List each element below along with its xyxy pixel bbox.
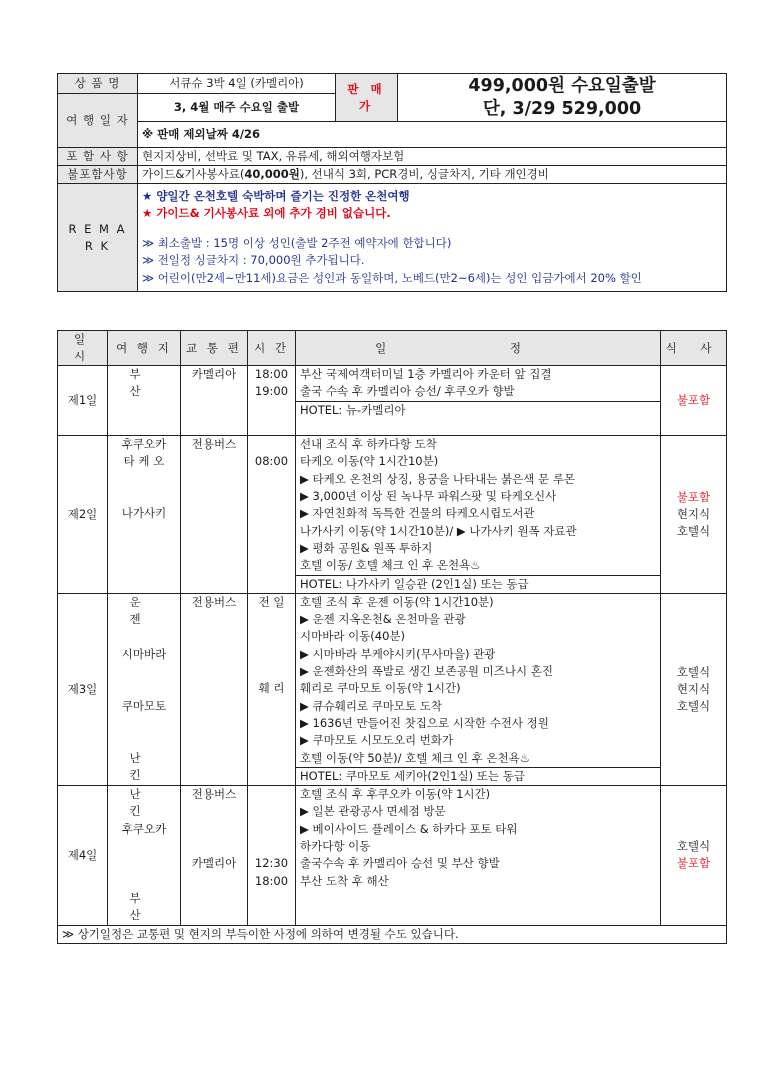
remark-line-1: ★ 양일간 온천호텔 숙박하며 즐기는 진정한 온천여행 [142,188,410,203]
product-label: 상 품 명 [58,74,138,94]
day-meals [661,436,727,594]
day-places [108,786,181,925]
meal: 불포함 [676,856,711,871]
transport: 전용버스 [191,437,237,452]
schedule-line: ▶ 큐슈훼리로 쿠마모토 도착 [300,698,443,713]
remark-label: R E M A R K [58,184,138,292]
time: 08:00 [254,454,289,469]
transport: 전용버스 [191,594,237,609]
day-schedule [296,436,661,594]
col-date: 일 시 [58,331,108,366]
day-label: 제4일 [58,786,108,925]
day-schedule [296,786,661,925]
schedule-line: 시마바라 이동(40분) [300,629,406,644]
schedule-line: 출국 수속 후 카멜리아 승선/ 후쿠오카 향발 [300,384,515,399]
product-value: 서큐슈 3박 4일 (카멜리아) [138,74,336,94]
place: 운 젠 [129,594,159,627]
time: 18:00 [254,873,289,888]
schedule-line: ▶ 베이사이드 플레이스 & 하카다 포토 타워 [300,821,518,836]
itinerary-table [57,330,727,944]
include-label: 포 함 사 항 [58,148,138,166]
place: 후쿠오카 [121,821,167,836]
exclude-date: ※ 판매 제외날짜 4/26 [138,122,727,148]
schedule-line: ▶ 운젠화산의 폭발로 생긴 보존공원 미즈나시 혼진 [300,664,553,679]
meal: 불포함 [676,393,711,408]
time: 19:00 [254,384,289,399]
remark-line-2: ★ 가이드& 기사봉사료 외에 추가 경비 없습니다. [142,206,391,221]
hotel-line: HOTEL: 쿠마모토 세키아(2인1실) 또는 동급 [296,767,660,785]
price-line1: 499,000원 수요일출발 [468,75,656,96]
place: 부 산 [129,890,159,923]
day-transport [181,366,248,436]
day-transport [181,786,248,925]
time: 훼 리 [258,681,285,696]
meal: 현지식 [676,507,711,522]
place: 후쿠오카 [121,437,167,452]
footer-note: ≫ 상기일정은 교통편 및 현지의 부득이한 사정에 의하여 변경될 수도 있습니다. [58,925,727,943]
day-schedule [296,366,661,436]
schedule-line: ▶ 타케오 온천의 상징, 용궁을 나타내는 붉은색 문 루몬 [300,471,576,486]
meal: 호텔식 [676,664,711,679]
meal: 현지식 [676,681,711,696]
day-places [108,436,181,594]
price-cell [398,74,727,122]
exclude-value-a: 가이드&기사봉사료( [142,167,245,181]
place: 부 산 [129,367,159,399]
schedule-line: 출국수속 후 카멜리아 승선 및 부산 향발 [300,856,500,871]
place: 타 케 오 [123,454,165,469]
exclude-value-b: ), 선내식 3회, PCR경비, 싱글차지, 기타 개인경비 [299,167,549,181]
day-label: 제2일 [58,436,108,594]
day-label: 제1일 [58,366,108,436]
date-value: 3, 4월 매주 수요일 출발 [138,94,336,122]
schedule-line: ▶ 시마바라 부케야시키(무사마을) 관광 [300,646,496,661]
day-row [58,366,727,436]
col-meal: 식 사 [661,331,727,366]
exclude-value-bold: 40,000원 [244,167,300,181]
schedule-line: 타케오 이동(약 1시간10분) [300,454,439,469]
day-row [58,436,727,594]
sale-label: 판 매 가 [336,74,398,122]
schedule-line: 부산 국제여객터미널 1층 카멜리아 카운터 앞 집결 [300,367,552,381]
day-times [248,593,296,785]
day-label: 제3일 [58,593,108,785]
schedule-line: 호텔 조식 후 후쿠오카 이동(약 1시간) [300,787,491,802]
transport: 카멜리아 [191,856,237,871]
day-meals [661,786,727,925]
transport: 카멜리아 [191,367,237,381]
hotel-line: HOTEL: 뉴-카멜리아 [296,401,660,419]
time: 18:00 [254,367,289,381]
schedule-line: ▶ 자연친화적 독특한 건물의 타케오시립도서관 [300,506,535,521]
day-places [108,593,181,785]
meal: 불포함 [676,490,711,505]
day-row [58,786,727,925]
schedule-line: 호텔 이동/ 호텔 체크 인 후 온천욕♨ [300,558,481,573]
place: 쿠마모토 [121,698,167,713]
schedule-line: ▶ 평화 공원& 원폭 투하지 [300,540,433,555]
exclude-value [138,166,727,184]
day-meals [661,593,727,785]
col-time: 시 간 [248,331,296,366]
transport: 전용버스 [191,787,237,802]
day-transport [181,436,248,594]
hotel-line: HOTEL: 나가사키 일승관 (2인1실) 또는 동급 [296,575,660,593]
schedule-line: ▶ 쿠마모토 시모도오리 번화가 [300,733,454,748]
date-label: 여 행 일 자 [58,94,138,148]
include-value: 현지지상비, 선박료 및 TAX, 유류세, 해외여행자보험 [138,148,727,166]
schedule-line: 선내 조식 후 하카다항 도착 [300,437,437,452]
meal: 호텔식 [676,524,711,539]
place: 시마바라 [121,646,167,661]
time: 전 일 [258,594,285,609]
schedule-line: 훼리로 쿠마모토 이동(약 1시간) [300,681,461,696]
col-schedule: 일 정 [296,331,661,366]
meal: 호텔식 [676,839,711,854]
schedule-line: ▶ 1636년 만들어진 찻집으로 시작한 수전사 정원 [300,715,549,730]
remark-line-5: ≫ 어린이(만2세~만11세)요금은 성인과 동일하며, 노베드(만2~6세)는 성인 입금가에서 20% 할인 [142,270,642,285]
schedule-line: ▶ 3,000년 이상 된 녹나무 파워스팟 및 타케오신사 [300,489,557,504]
day-meals [661,366,727,436]
schedule-line: ▶ 운젠 지옥온천& 온천마을 관광 [300,612,466,627]
col-transport: 교 통 편 [181,331,248,366]
schedule-line: 하카다항 이동 [300,839,371,854]
exclude-label: 불포함사항 [58,166,138,184]
schedule-line: 호텔 이동(약 50분)/ 호텔 체크 인 후 온천욕♨ [300,750,531,765]
place: 나가사키 [121,506,167,521]
day-row [58,593,727,785]
col-place: 여 행 지 [108,331,181,366]
day-schedule [296,593,661,785]
schedule-line: 호텔 조식 후 운젠 이동(약 1시간10분) [300,594,494,609]
remark-cell [138,184,727,292]
price-line2: 단, 3/29 529,000 [482,98,642,119]
product-info-table [57,73,727,292]
remark-line-3: ≫ 최소출발 : 15명 이상 성인(출발 2주전 예약자에 한합니다) [142,235,452,250]
day-times [248,436,296,594]
place [108,401,180,418]
schedule-line: 부산 도착 후 해산 [300,873,389,888]
remark-line-4: ≫ 전일정 싱글차지 : 70,000원 추가됩니다. [142,253,365,268]
day-times [248,366,296,436]
day-transport [181,593,248,785]
day-times [248,786,296,925]
time: 12:30 [254,856,289,871]
place: 난 킨 [129,787,159,819]
schedule-line: 나가사키 이동(약 1시간10분)/ ▶ 나가사키 원폭 자료관 [300,523,577,538]
day-places [108,366,181,436]
schedule-line: ▶ 일본 관광공사 면세점 방문 [300,804,446,819]
meal: 호텔식 [676,698,711,713]
place: 난 킨 [129,750,159,782]
